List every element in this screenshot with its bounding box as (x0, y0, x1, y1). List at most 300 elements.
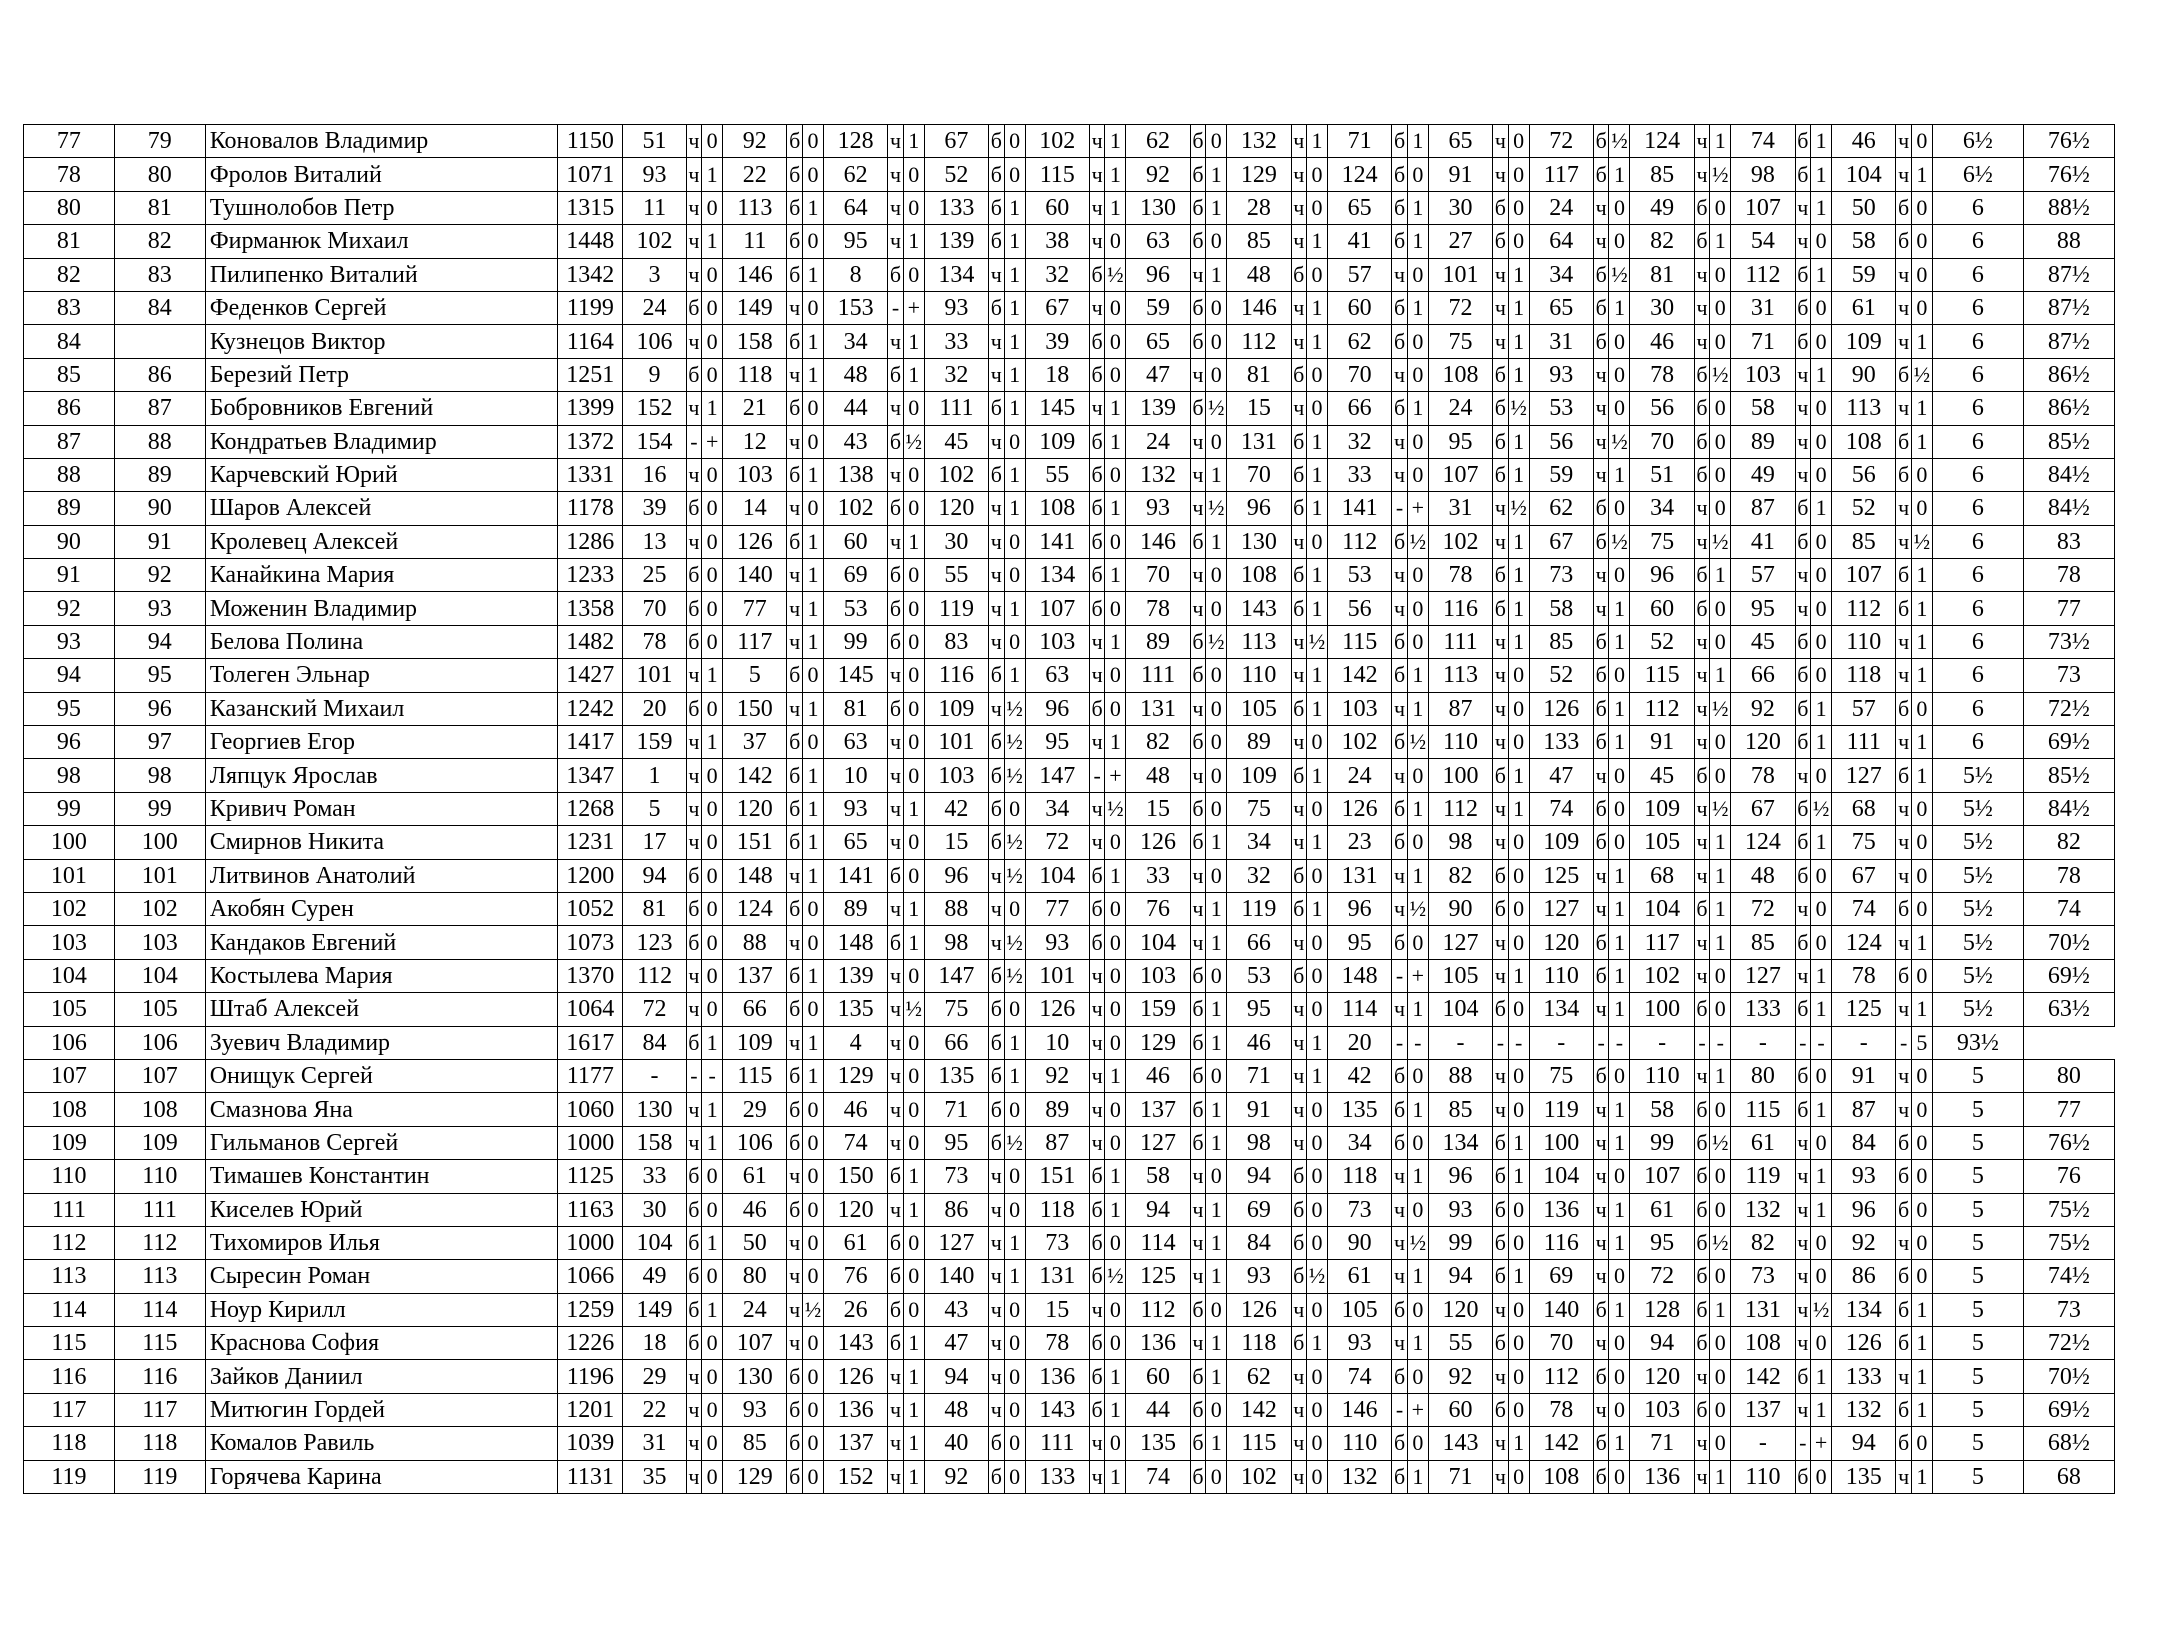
round-4-result-cell: 1 (1004, 258, 1025, 291)
round-1-opponent-cell: 20 (623, 692, 686, 725)
round-11-color-cell: б (1694, 358, 1710, 391)
round-6-color-cell: б (1190, 993, 1206, 1026)
round-3-opponent-cell: 64 (823, 191, 887, 224)
start-number-cell: 81 (114, 191, 205, 224)
round-4-result-cell: 1 (1004, 659, 1025, 692)
round-13-color-cell: б (1896, 1393, 1912, 1426)
round-11-result-cell: ½ (1710, 158, 1731, 191)
rating-cell: 1125 (558, 1160, 623, 1193)
round-12-result-cell: 1 (1811, 959, 1832, 992)
start-number-cell: 99 (114, 792, 205, 825)
round-5-color-cell: ч (1089, 659, 1105, 692)
round-13-color-cell: б (1896, 892, 1912, 925)
round-8-result-cell: + (1407, 959, 1428, 992)
round-6-opponent-cell: 114 (1126, 1226, 1190, 1259)
place-cell: 91 (24, 559, 115, 592)
start-number-cell: 93 (114, 592, 205, 625)
round-11-opponent-cell: 102 (1630, 959, 1694, 992)
round-7-color-cell: ч (1291, 659, 1307, 692)
round-3-result-cell: 1 (903, 892, 924, 925)
round-13-color-cell: ч (1896, 158, 1912, 191)
round-1-result-cell: 0 (702, 792, 723, 825)
round-8-result-cell: 1 (1407, 792, 1428, 825)
round-12-color-cell: ч (1795, 392, 1811, 425)
round-8-color-cell: - (1392, 492, 1408, 525)
round-5-result-cell: 0 (1105, 692, 1126, 725)
round-1-result-cell: 0 (702, 993, 723, 1026)
round-5-result-cell: 1 (1105, 1059, 1126, 1092)
round-11-opponent-cell: 49 (1630, 191, 1694, 224)
round-9-result-cell: 1 (1508, 959, 1529, 992)
round-4-opponent-cell: 71 (924, 1093, 988, 1126)
round-6-opponent-cell: 94 (1126, 1193, 1190, 1226)
round-2-color-cell: б (787, 726, 803, 759)
round-9-result-cell: 0 (1508, 1226, 1529, 1259)
round-4-result-cell: 1 (1004, 458, 1025, 491)
player-name-cell: Кролевец Алексей (205, 525, 557, 558)
round-10-result-cell: 0 (1609, 358, 1630, 391)
place-cell: 81 (24, 225, 115, 258)
round-8-result-cell: 1 (1407, 659, 1428, 692)
round-9-opponent-cell: 71 (1428, 1460, 1492, 1493)
round-4-opponent-cell: 147 (924, 959, 988, 992)
round-7-opponent-cell: 96 (1227, 492, 1291, 525)
round-6-opponent-cell: 62 (1126, 125, 1190, 158)
tiebreak-cell: 76½ (2023, 158, 2114, 191)
round-6-opponent-cell: 132 (1126, 458, 1190, 491)
round-12-result-cell: 0 (1811, 592, 1832, 625)
round-8-result-cell: ½ (1407, 525, 1428, 558)
round-12-color-cell: ч (1795, 1126, 1811, 1159)
round-5-opponent-cell: 141 (1025, 525, 1089, 558)
round-1-result-cell: 0 (702, 1260, 723, 1293)
round-13-color-cell: ч (1896, 1460, 1912, 1493)
round-3-opponent-cell: 46 (823, 1093, 887, 1126)
round-10-result-cell: 1 (1609, 592, 1630, 625)
round-12-opponent-cell: 95 (1731, 592, 1795, 625)
round-11-result-cell: ½ (1710, 1126, 1731, 1159)
table-row (24, 959, 2115, 992)
round-13-result-cell: 1 (1911, 559, 1932, 592)
round-3-opponent-cell: 76 (823, 1260, 887, 1293)
round-10-color-cell: б (1593, 625, 1609, 658)
round-2-color-cell: ч (787, 926, 803, 959)
round-1-result-cell: 0 (702, 892, 723, 925)
round-6-result-cell: 0 (1206, 291, 1227, 324)
round-9-result-cell: 1 (1508, 525, 1529, 558)
round-1-opponent-cell: 25 (623, 559, 686, 592)
round-6-result-cell: 0 (1206, 759, 1227, 792)
round-12-color-cell: - (1795, 1026, 1811, 1059)
round-4-color-cell: ч (989, 325, 1005, 358)
round-1-result-cell: 0 (702, 358, 723, 391)
round-9-color-cell: ч (1493, 125, 1509, 158)
round-12-color-cell: б (1795, 859, 1811, 892)
round-11-color-cell: б (1694, 559, 1710, 592)
round-7-opponent-cell: 66 (1227, 926, 1291, 959)
round-6-opponent-cell: 89 (1126, 625, 1190, 658)
round-5-result-cell: 0 (1105, 592, 1126, 625)
start-number-cell: 84 (114, 291, 205, 324)
round-9-result-cell: 1 (1508, 625, 1529, 658)
round-2-result-cell: 0 (802, 125, 823, 158)
round-5-opponent-cell: 10 (1025, 1026, 1089, 1059)
round-5-opponent-cell: 63 (1025, 659, 1089, 692)
round-12-opponent-cell: 78 (1731, 759, 1795, 792)
round-11-color-cell: б (1694, 1260, 1710, 1293)
round-6-result-cell: 0 (1206, 592, 1227, 625)
round-7-color-cell: ч (1291, 392, 1307, 425)
round-5-opponent-cell: 72 (1025, 826, 1089, 859)
place-cell: 101 (24, 859, 115, 892)
round-2-color-cell: ч (787, 559, 803, 592)
round-7-opponent-cell: 89 (1227, 726, 1291, 759)
round-11-color-cell: ч (1694, 158, 1710, 191)
round-2-opponent-cell: 24 (723, 1293, 787, 1326)
round-11-result-cell: 0 (1710, 959, 1731, 992)
round-11-color-cell: б (1694, 225, 1710, 258)
round-5-result-cell: 0 (1105, 826, 1126, 859)
round-6-opponent-cell: 93 (1126, 492, 1190, 525)
round-3-result-cell: 1 (903, 1427, 924, 1460)
round-12-opponent-cell: 41 (1731, 525, 1795, 558)
round-8-color-cell: ч (1392, 1193, 1408, 1226)
round-1-color-cell: б (686, 1327, 702, 1360)
round-11-color-cell: ч (1694, 859, 1710, 892)
round-3-result-cell: 1 (903, 125, 924, 158)
round-12-opponent-cell: - (1731, 1427, 1795, 1460)
round-2-result-cell: 0 (802, 1427, 823, 1460)
round-12-opponent-cell: 120 (1731, 726, 1795, 759)
round-7-color-cell: ч (1291, 525, 1307, 558)
place-cell: 112 (24, 1226, 115, 1259)
tiebreak-cell: 75½ (2023, 1193, 2114, 1226)
round-2-color-cell: б (787, 1393, 803, 1426)
round-8-color-cell: б (1392, 792, 1408, 825)
round-10-color-cell: б (1593, 926, 1609, 959)
round-13-opponent-cell: 132 (1832, 1393, 1896, 1426)
round-3-opponent-cell: 145 (823, 659, 887, 692)
rating-cell: 1131 (558, 1460, 623, 1493)
rating-cell: 1066 (558, 1260, 623, 1293)
round-3-opponent-cell: 48 (823, 358, 887, 391)
round-11-result-cell: 0 (1710, 325, 1731, 358)
round-11-color-cell: б (1694, 592, 1710, 625)
round-6-result-cell: 1 (1206, 926, 1227, 959)
round-2-opponent-cell: 29 (723, 1093, 787, 1126)
round-5-opponent-cell: 95 (1025, 726, 1089, 759)
round-7-color-cell: б (1291, 559, 1307, 592)
round-11-result-cell: 0 (1710, 291, 1731, 324)
round-2-color-cell: б (787, 125, 803, 158)
round-9-color-cell: ч (1493, 726, 1509, 759)
round-6-color-cell: б (1190, 1126, 1206, 1159)
round-12-opponent-cell: 80 (1731, 1059, 1795, 1092)
round-3-opponent-cell: 120 (823, 1193, 887, 1226)
round-5-result-cell: 0 (1105, 892, 1126, 925)
start-number-cell: 104 (114, 959, 205, 992)
round-1-color-cell: б (686, 492, 702, 525)
round-11-opponent-cell: 96 (1630, 559, 1694, 592)
round-7-opponent-cell: 130 (1227, 525, 1291, 558)
round-3-color-cell: ч (888, 792, 904, 825)
round-5-color-cell: б (1089, 859, 1105, 892)
round-1-opponent-cell: 9 (623, 358, 686, 391)
round-4-color-cell: ч (989, 592, 1005, 625)
round-12-color-cell: б (1795, 1360, 1811, 1393)
round-9-color-cell: ч (1493, 792, 1509, 825)
round-6-opponent-cell: 135 (1126, 1427, 1190, 1460)
round-3-result-cell: 0 (903, 1260, 924, 1293)
place-cell: 110 (24, 1160, 115, 1193)
round-9-opponent-cell: 107 (1428, 458, 1492, 491)
round-11-result-cell: ½ (1710, 1226, 1731, 1259)
round-5-color-cell: б (1089, 592, 1105, 625)
player-name-cell: Зайков Даниил (205, 1360, 557, 1393)
round-1-color-cell: ч (686, 158, 702, 191)
round-10-opponent-cell: 127 (1529, 892, 1593, 925)
round-1-color-cell: б (686, 1260, 702, 1293)
round-4-opponent-cell: 119 (924, 592, 988, 625)
round-9-color-cell: ч (1493, 158, 1509, 191)
round-1-color-cell: б (686, 1026, 702, 1059)
round-11-color-cell: ч (1694, 325, 1710, 358)
round-12-opponent-cell: 73 (1731, 1260, 1795, 1293)
round-4-result-cell: 1 (1004, 191, 1025, 224)
round-2-color-cell: ч (787, 692, 803, 725)
round-8-opponent-cell: 42 (1328, 1059, 1392, 1092)
tiebreak-cell: 70½ (2023, 926, 2114, 959)
round-1-result-cell: + (702, 425, 723, 458)
round-4-color-cell: б (989, 759, 1005, 792)
round-1-color-cell: ч (686, 525, 702, 558)
place-cell: 95 (24, 692, 115, 725)
round-8-opponent-cell: 141 (1328, 492, 1392, 525)
round-13-opponent-cell: 108 (1832, 425, 1896, 458)
round-1-color-cell: ч (686, 1360, 702, 1393)
round-5-opponent-cell: 89 (1025, 1093, 1089, 1126)
player-name-cell: Фролов Виталий (205, 158, 557, 191)
player-name-cell: Ляпцук Ярослав (205, 759, 557, 792)
round-4-result-cell: ½ (1004, 759, 1025, 792)
round-6-result-cell: 1 (1206, 525, 1227, 558)
round-6-color-cell: б (1190, 826, 1206, 859)
place-cell: 90 (24, 525, 115, 558)
results-table (23, 124, 2115, 1494)
round-6-result-cell: 0 (1206, 792, 1227, 825)
round-7-result-cell: 0 (1307, 1193, 1328, 1226)
round-4-result-cell: 1 (1004, 358, 1025, 391)
round-11-color-cell: б (1694, 1126, 1710, 1159)
round-12-opponent-cell: 108 (1731, 1327, 1795, 1360)
points-cell: 6 (1932, 392, 2023, 425)
tiebreak-cell: 74 (2023, 892, 2114, 925)
tiebreak-cell: 82 (2023, 826, 2114, 859)
round-11-opponent-cell: 99 (1630, 1126, 1694, 1159)
round-3-opponent-cell: 69 (823, 559, 887, 592)
round-4-opponent-cell: 48 (924, 1393, 988, 1426)
round-11-color-cell: ч (1694, 492, 1710, 525)
round-12-color-cell: ч (1795, 358, 1811, 391)
round-8-opponent-cell: 65 (1328, 191, 1392, 224)
round-13-result-cell: 1 (1911, 325, 1932, 358)
round-1-result-cell: 0 (702, 1193, 723, 1226)
round-2-opponent-cell: 50 (723, 1226, 787, 1259)
round-10-opponent-cell: 74 (1529, 792, 1593, 825)
round-5-color-cell: ч (1089, 959, 1105, 992)
round-7-color-cell: ч (1291, 225, 1307, 258)
round-4-color-cell: б (989, 458, 1005, 491)
round-2-color-cell: ч (787, 1026, 803, 1059)
round-13-result-cell: 1 (1911, 158, 1932, 191)
round-6-color-cell: б (1190, 792, 1206, 825)
round-13-result-cell: 0 (1911, 1059, 1932, 1092)
round-10-result-cell: 1 (1609, 1126, 1630, 1159)
round-6-color-cell: б (1190, 1059, 1206, 1092)
round-9-color-cell: ч (1493, 1093, 1509, 1126)
round-2-color-cell: б (787, 325, 803, 358)
round-2-opponent-cell: 146 (723, 258, 787, 291)
round-1-color-cell: ч (686, 792, 702, 825)
round-10-color-cell: ч (1593, 392, 1609, 425)
round-12-result-cell: 1 (1811, 726, 1832, 759)
table-row (24, 525, 2115, 558)
round-4-opponent-cell: 102 (924, 458, 988, 491)
round-10-result-cell: 1 (1609, 859, 1630, 892)
table-row (24, 1026, 2115, 1059)
round-5-opponent-cell: 147 (1025, 759, 1089, 792)
round-12-opponent-cell: 119 (1731, 1160, 1795, 1193)
place-cell: 88 (24, 458, 115, 491)
round-13-opponent-cell: 110 (1832, 625, 1896, 658)
round-3-opponent-cell: 99 (823, 625, 887, 658)
table-row (24, 1293, 2115, 1326)
place-cell: 119 (24, 1460, 115, 1493)
round-10-color-cell: ч (1593, 458, 1609, 491)
round-7-color-cell: б (1291, 1327, 1307, 1360)
round-6-result-cell: 1 (1206, 1260, 1227, 1293)
round-4-color-cell: б (989, 1026, 1005, 1059)
round-9-result-cell: 0 (1508, 1093, 1529, 1126)
round-9-color-cell: б (1493, 892, 1509, 925)
round-6-result-cell: 0 (1206, 1460, 1227, 1493)
round-10-opponent-cell: 31 (1529, 325, 1593, 358)
round-5-result-cell: 1 (1105, 726, 1126, 759)
round-8-opponent-cell: 142 (1328, 659, 1392, 692)
round-8-color-cell: ч (1392, 1327, 1408, 1360)
round-11-opponent-cell: 58 (1630, 1093, 1694, 1126)
round-9-color-cell: б (1493, 458, 1509, 491)
round-7-opponent-cell: 142 (1227, 1393, 1291, 1426)
round-11-result-cell: 0 (1710, 759, 1731, 792)
player-name-cell: Онищук Сергей (205, 1059, 557, 1092)
round-3-color-cell: ч (888, 1059, 904, 1092)
round-4-result-cell: 0 (1004, 559, 1025, 592)
round-10-color-cell: ч (1593, 1193, 1609, 1226)
tiebreak-cell: 86½ (2023, 392, 2114, 425)
round-11-color-cell: б (1694, 1226, 1710, 1259)
round-6-color-cell: ч (1190, 1193, 1206, 1226)
table-row (24, 458, 2115, 491)
round-9-result-cell: 0 (1508, 993, 1529, 1026)
rating-cell: 1617 (558, 1026, 623, 1059)
round-9-result-cell: 1 (1508, 1126, 1529, 1159)
round-11-result-cell: 0 (1710, 392, 1731, 425)
round-5-result-cell: 0 (1105, 659, 1126, 692)
round-12-opponent-cell: 127 (1731, 959, 1795, 992)
table-row (24, 1059, 2115, 1092)
round-4-opponent-cell: 55 (924, 559, 988, 592)
round-2-result-cell: 1 (802, 1026, 823, 1059)
round-9-color-cell: ч (1493, 826, 1509, 859)
round-3-result-cell: 1 (903, 1460, 924, 1493)
round-4-result-cell: 1 (1004, 325, 1025, 358)
round-13-opponent-cell: 57 (1832, 692, 1896, 725)
table-row (24, 625, 2115, 658)
round-12-color-cell: б (1795, 625, 1811, 658)
round-13-result-cell: 0 (1911, 792, 1932, 825)
round-3-color-cell: б (888, 559, 904, 592)
round-9-result-cell: 1 (1508, 258, 1529, 291)
round-7-opponent-cell: 112 (1227, 325, 1291, 358)
round-1-result-cell: 1 (702, 225, 723, 258)
rating-cell: 1259 (558, 1293, 623, 1326)
round-12-color-cell: ч (1795, 892, 1811, 925)
round-8-result-cell: 0 (1407, 926, 1428, 959)
round-7-color-cell: б (1291, 258, 1307, 291)
round-4-color-cell: ч (989, 1160, 1005, 1193)
round-1-opponent-cell: 11 (623, 191, 686, 224)
round-1-result-cell: 0 (702, 525, 723, 558)
round-7-opponent-cell: 108 (1227, 559, 1291, 592)
round-11-result-cell: 1 (1710, 125, 1731, 158)
round-3-result-cell: 1 (903, 1393, 924, 1426)
round-13-opponent-cell: 93 (1832, 1160, 1896, 1193)
round-9-opponent-cell: 98 (1428, 826, 1492, 859)
round-11-opponent-cell: 71 (1630, 1427, 1694, 1460)
round-3-result-cell: 0 (903, 659, 924, 692)
round-6-result-cell: 0 (1206, 959, 1227, 992)
round-7-opponent-cell: 119 (1227, 892, 1291, 925)
round-12-opponent-cell: 71 (1731, 325, 1795, 358)
round-8-result-cell: 0 (1407, 158, 1428, 191)
round-12-opponent-cell: 131 (1731, 1293, 1795, 1326)
round-1-result-cell: 0 (702, 559, 723, 592)
table-row (24, 1460, 2115, 1493)
round-3-opponent-cell: 143 (823, 1327, 887, 1360)
round-10-color-cell: ч (1593, 859, 1609, 892)
round-13-result-cell: 0 (1911, 826, 1932, 859)
round-3-color-cell: ч (888, 158, 904, 191)
round-6-opponent-cell: 78 (1126, 592, 1190, 625)
round-8-result-cell: 0 (1407, 826, 1428, 859)
round-3-opponent-cell: 150 (823, 1160, 887, 1193)
round-7-result-cell: ½ (1307, 625, 1328, 658)
round-7-color-cell: ч (1291, 926, 1307, 959)
round-7-opponent-cell: 102 (1227, 1460, 1291, 1493)
round-10-result-cell: 1 (1609, 1193, 1630, 1226)
table-row (24, 325, 2115, 358)
round-10-opponent-cell: 78 (1529, 1393, 1593, 1426)
round-1-result-cell: 0 (702, 1427, 723, 1460)
round-1-opponent-cell: 35 (623, 1460, 686, 1493)
round-12-opponent-cell: - (1731, 1026, 1795, 1059)
tiebreak-cell: 86½ (2023, 358, 2114, 391)
place-cell: 106 (24, 1026, 115, 1059)
round-6-opponent-cell: 126 (1126, 826, 1190, 859)
round-3-opponent-cell: 139 (823, 959, 887, 992)
round-5-opponent-cell: 136 (1025, 1360, 1089, 1393)
